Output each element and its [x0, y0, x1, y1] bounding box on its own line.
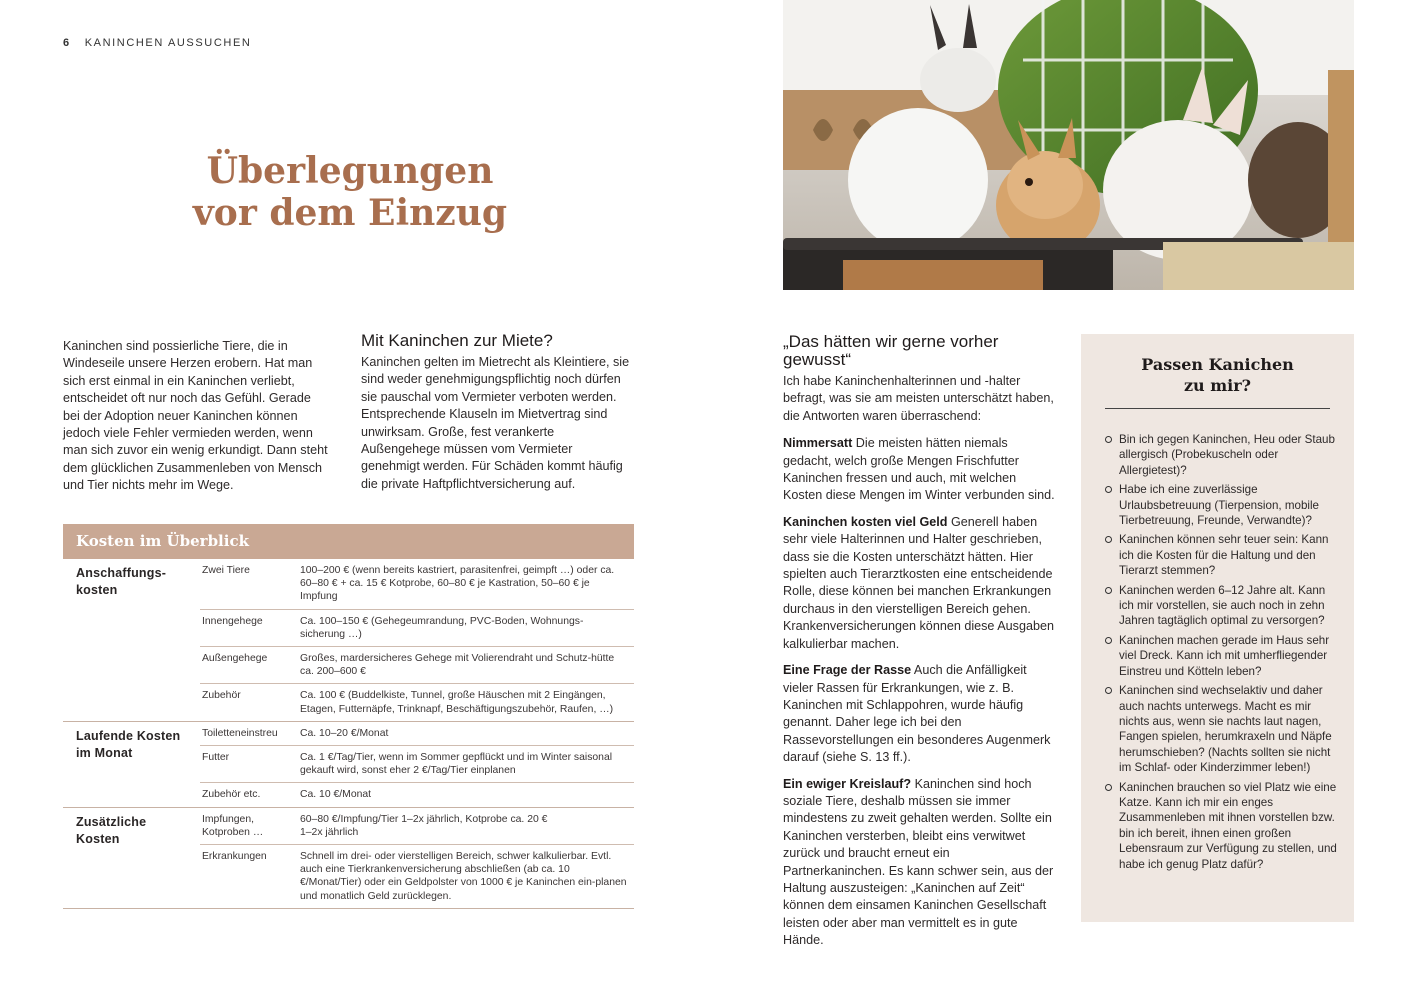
- cost-description: Schnell im drei- oder vierstelligen Bereich, schwer kalkulierbar. Evtl. auch eine Tierkrankenversicherung abschließen (ab ca. 10 €/Monat/Tier) oder ein Geldpolster von 1000 € je Kaninchen ein-planen und monatlich Geld zurücklegen.: [300, 851, 627, 902]
- circle-bullet-icon: [1105, 637, 1112, 644]
- survey-heading: „Das hätten wir gerne vorher gewusst“: [783, 332, 999, 369]
- survey-paragraph: [783, 776, 1055, 950]
- checklist-item: [1105, 780, 1338, 872]
- cost-group: [63, 559, 634, 722]
- survey-paragraph-text: Die meisten hätten niemals gedacht, welch große Mengen Frischfutter Kaninchen fressen und auch, mit welchen Kosten diese Mengen im Winter verbunden sind.: [783, 436, 1055, 503]
- cost-row: [200, 684, 634, 720]
- circle-bullet-icon: [1105, 587, 1112, 594]
- survey-paragraph-text: Kaninchen sind hoch soziale Tiere, deshalb müssen sie immer mindestens zu zweit gehalten werden. Sollte ein Kaninchen versterben, bleibt eins verwitwet zurück und braucht erneut ein Partnerkaninchen. Es kann schwer sein, aus der Haltung auszusteigen: „Kaninchen auf Zeit“ können dem einsamen Kaninchen Gesellschaft leisten oder aber man vermittelt es in gute Hände.: [783, 776, 1054, 948]
- cost-description: 60–80 €/Impfung/Tier 1–2x jährlich, Kotprobe ca. 20 € 1–2x jährlich: [300, 813, 548, 838]
- section-title: KANINCHEN AUSSUCHEN: [84, 37, 252, 49]
- survey-paragraph-keyword: Kaninchen kosten viel Geld: [783, 514, 948, 529]
- checklist-item: [1105, 583, 1338, 629]
- cost-item: Futter: [202, 752, 230, 764]
- cost-row: [200, 808, 634, 845]
- circle-bullet-icon: [1105, 486, 1112, 493]
- checklist-item: [1105, 633, 1338, 679]
- checklist-divider: [1105, 408, 1330, 409]
- survey-paragraph-keyword: Eine Frage der Rasse: [783, 663, 912, 678]
- checklist-item-text: Bin ich gegen Kaninchen, Heu oder Staub allergisch (Probekuscheln oder Allergietest)?: [1119, 433, 1335, 477]
- page-title-line-2: vor dem Einzug: [192, 192, 508, 234]
- survey-paragraph-keyword: Nimmersatt: [783, 436, 853, 451]
- survey-paragraph-text: Generell haben sehr viele Halterinnen und Halter geschrieben, dass sie die Kosten unterschätzt hätten. Hier spielten auch Tierarztkosten eine entscheidende Rolle, diese können bei manchen Erkrankungen durchaus in den vierstelligen Bereich gehen. Krankenversicherungen können diese Ausgaben kalkulierbar machen.: [783, 514, 1054, 651]
- circle-bullet-icon: [1105, 687, 1112, 694]
- cost-description: 100–200 € (wenn bereits kastriert, parasitenfrei, geimpft …) oder ca. 60–80 € + ca. 15 € Kotprobe, 60–80 € je Kastration, 50–60 € je Impfung: [300, 565, 615, 603]
- rent-heading: Mit Kaninchen zur Miete?: [361, 331, 553, 350]
- survey-lead: Ich habe Kaninchenhalterinnen und -halter befragt, was sie am meisten unterschätzt haben, die Antworten waren überraschend:: [783, 374, 1054, 423]
- circle-bullet-icon: [1105, 536, 1112, 543]
- cost-group: [63, 808, 634, 909]
- survey-paragraph-text: Auch die Anfälligkeit vieler Rassen für Erkrankungen, wie z. B. Kaninchen mit Schlappohren, wurde häufig genannt. Daher lege ich bei den Rassevorstellungen ein besonderes Augenmerk darauf (siehe S. 13 ff.).: [783, 663, 1051, 765]
- circle-bullet-icon: [1105, 784, 1112, 791]
- cost-category: Anschaffungs- kosten: [76, 566, 167, 597]
- rabbits-photo: [783, 0, 1354, 290]
- checklist-item: [1105, 482, 1338, 528]
- cost-description: Ca. 100 € (Buddelkiste, Tunnel, große Häuschen mit 2 Eingängen, Etagen, Futternäpfe, Trinknapf, Beschäftigungszubehör, Raufen, …): [300, 690, 614, 715]
- checklist-item: [1105, 532, 1338, 578]
- rent-paragraph: Kaninchen gelten im Mietrecht als Kleintiere, sie sind weder genehmigungspflichtig noch dürfen sie pauschal vom Vermieter verboten werden. Entsprechende Klauseln im Mietvertrag sind unwirksam. Große, fest verankerte Außengehege müssen vom Vermieter genehmigt werden. Für Schäden kommt häufig die private Haftpflichtversicherung auf.: [361, 355, 630, 491]
- cost-item: Zwei Tiere: [202, 565, 250, 576]
- cost-item: Zubehör: [202, 690, 241, 702]
- cost-row: [200, 746, 634, 783]
- cost-row: [200, 845, 634, 908]
- rent-section: [361, 332, 633, 493]
- cost-row: [200, 647, 634, 684]
- cost-category: Zusätzliche Kosten: [76, 814, 147, 846]
- checklist-item-text: Habe ich eine zuverlässige Urlaubsbetreuung (Tierpension, mobile Tierbetreuung, Freunde, Verwandte)?: [1119, 483, 1319, 528]
- cost-row: [200, 783, 634, 806]
- checklist-heading: [1081, 354, 1354, 396]
- survey-paragraph: [783, 662, 1055, 766]
- checklist-list: [1105, 432, 1338, 872]
- survey-section: [783, 333, 1055, 959]
- cost-group: [63, 722, 634, 808]
- survey-paragraph-keyword: Ein ewiger Kreislauf?: [783, 776, 912, 791]
- page-number: 6: [63, 37, 71, 49]
- cost-category: Laufende Kosten im Monat: [76, 728, 181, 760]
- checklist-item-text: Kaninchen brauchen so viel Platz wie eine Katze. Kann ich mir ein enges Zusammenleben mit ihnen vorstellen bzw. bin ich bereit, ihnen einen großen Lebensraum zur Verfügung zu stellen, und habe ich genug Platz dafür?: [1119, 780, 1337, 871]
- cost-table-body: [63, 559, 634, 909]
- checklist-heading-line-1: Passen Kanichen: [1141, 355, 1294, 374]
- cost-description: Ca. 100–150 € (Gehegeumrandung, PVC-Boden, Wohnungs-sicherung …): [300, 615, 584, 640]
- intro-paragraph: Kaninchen sind possierliche Tiere, die in Windeseile unsere Herzen erobern. Hat man sich erst einmal in ein Kaninchen verliebt, entscheidet oft nur noch das Gefühl. Gerade bei der Adoption neuer Kaninchen können jedoch viele Fehler vermieden werden, wenn man sich zuvor ein wenig erkundigt. Dann steht dem glücklichen Zusammenleben von Mensch und Tier nichts mehr im Wege.: [63, 339, 328, 493]
- survey-paragraphs: [783, 435, 1055, 949]
- cost-item: Zubehör etc.: [202, 789, 261, 801]
- checklist-item-text: Kaninchen sind wechselaktiv und daher auch nachts unterwegs. Macht es mir nichts aus, wenn sie nachts laut nagen, Fangen spielen, herumkraxeln und Näpfe herumschieben? (Nachts sollten sie nicht im Schlaf- oder Kinderzimmer leben!): [1119, 684, 1332, 775]
- cost-description: Ca. 1 €/Tag/Tier, wenn im Sommer gepflückt und im Winter saisonal gekauft wird, sonst eher 2 €/Tag/Tier einplanen: [300, 752, 613, 777]
- cost-item: Innengehege: [202, 615, 263, 627]
- checklist-item: [1105, 432, 1338, 478]
- cost-item: Erkrankungen: [202, 851, 267, 863]
- running-head: [63, 37, 251, 49]
- survey-paragraph: [783, 435, 1055, 505]
- cost-table: [63, 524, 634, 909]
- checklist-item: [1105, 683, 1338, 775]
- checklist-heading-line-2: zu mir?: [1183, 376, 1252, 395]
- checklist-item-text: Kaninchen können sehr teuer sein: Kann ich die Kosten für die Haltung und den Tierarzt stemmen?: [1119, 533, 1329, 578]
- circle-bullet-icon: [1105, 436, 1112, 443]
- cost-description: Ca. 10 €/Monat: [300, 789, 372, 801]
- cost-description: Ca. 10–20 €/Monat: [300, 727, 389, 739]
- cost-item: Außengehege: [202, 653, 268, 665]
- cost-row: [200, 722, 634, 746]
- checklist-box: [1081, 334, 1354, 922]
- checklist-item-text: Kaninchen werden 6–12 Jahre alt. Kann ich mir vorstellen, sie auch noch in zehn Jahren tagtäglich optimal zu versorgen?: [1119, 583, 1326, 628]
- cost-description: Großes, mardersicheres Gehege mit Volierendraht und Schutz-hütte ca. 200–600 €: [300, 653, 615, 678]
- cost-row: [200, 559, 634, 610]
- page-title-line-1: Überlegungen: [206, 150, 494, 192]
- cost-item: Toiletteneinstreu: [202, 727, 278, 739]
- rabbits-photo-illustration: [783, 0, 1354, 290]
- survey-paragraph: [783, 514, 1055, 653]
- cost-item: Impfungen, Kotproben …: [202, 813, 264, 838]
- cost-row: [200, 610, 634, 647]
- page-title: [140, 150, 560, 234]
- cost-table-title: Kosten im Überblick: [63, 524, 634, 559]
- checklist-item-text: Kaninchen machen gerade im Haus sehr viel Dreck. Kann ich mit umherfliegender Einstreu und Kötteln leben?: [1119, 633, 1330, 678]
